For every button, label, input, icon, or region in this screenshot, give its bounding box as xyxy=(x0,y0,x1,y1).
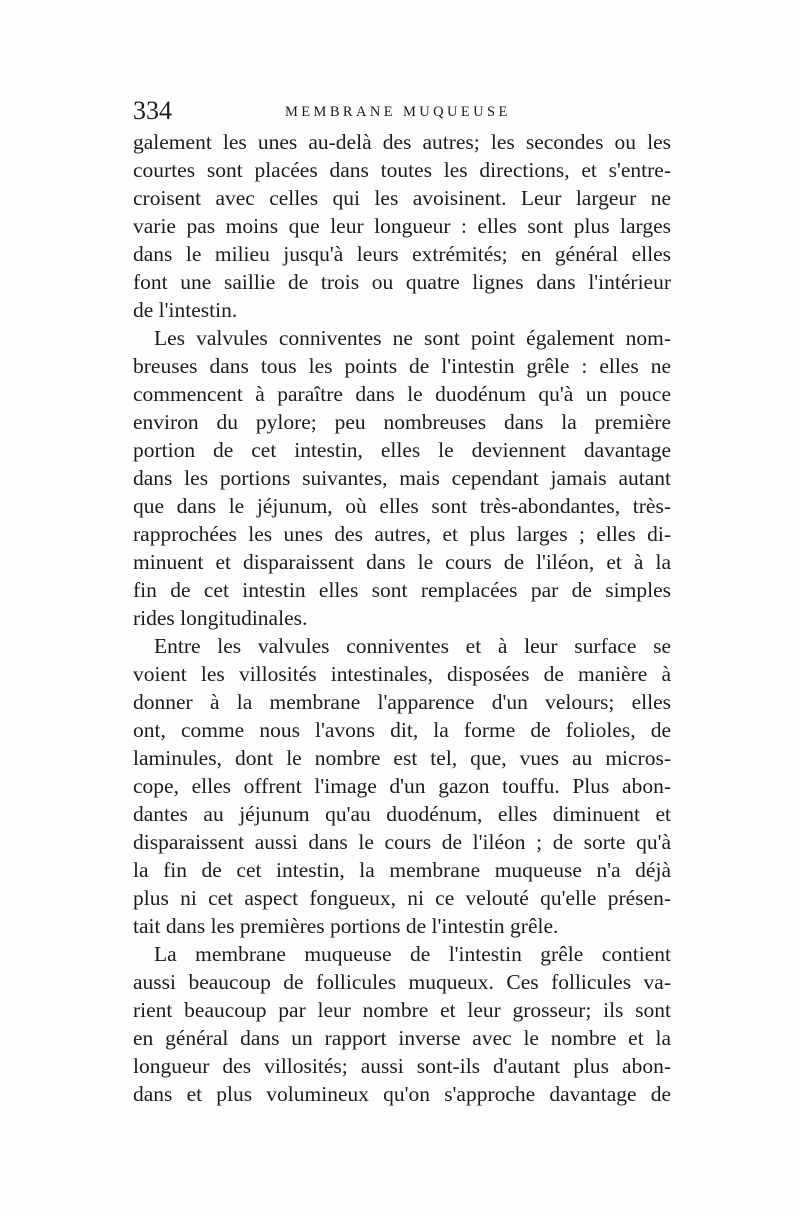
text-line: donner à la membrane l'apparence d'un velours; elles xyxy=(133,690,671,714)
text-line: de l'intestin. xyxy=(133,298,238,322)
page-header xyxy=(133,96,673,126)
text-line: laminules, dont le nombre est tel, que, vues au micros- xyxy=(133,746,671,770)
body-text xyxy=(133,128,671,1108)
text-line: tait dans les premières portions de l'intestin grêle. xyxy=(133,914,559,938)
text-line: courtes sont placées dans toutes les directions, et s'entre- xyxy=(133,158,671,182)
text-line: aussi beaucoup de follicules muqueux. Ces follicules va- xyxy=(133,970,671,994)
text-line: commencent à paraître dans le duodénum qu'à un pouce xyxy=(133,382,671,406)
text-line: galement les unes au-delà des autres; les secondes ou les xyxy=(133,130,671,154)
text-line: que dans le jéjunum, où elles sont très-abondantes, très- xyxy=(133,494,671,518)
page-number: 334 xyxy=(133,96,172,125)
text-line: minuent et disparaissent dans le cours de l'iléon, et à la xyxy=(133,550,671,574)
text-line: font une saillie de trois ou quatre lignes dans l'intérieur xyxy=(133,270,671,294)
text-line: fin de cet intestin elles sont remplacées par de simples xyxy=(133,578,671,602)
text-line: portion de cet intestin, elles le deviennent davantage xyxy=(133,438,671,462)
text-line: longueur des villosités; aussi sont-ils d'autant plus abon- xyxy=(133,1054,671,1078)
text-line: rides longitudinales. xyxy=(133,606,308,630)
text-line: rapprochées les unes des autres, et plus larges ; elles di- xyxy=(133,522,671,546)
text-line: dans et plus volumineux qu'on s'approche davantage de xyxy=(133,1082,671,1106)
text-line: plus ni cet aspect fongueux, ni ce velouté qu'elle présen- xyxy=(133,886,671,910)
text-line: croisent avec celles qui les avoisinent. Leur largeur ne xyxy=(133,186,671,210)
text-line: breuses dans tous les points de l'intestin grêle : elles ne xyxy=(133,354,671,378)
text-line: environ du pylore; peu nombreuses dans la première xyxy=(133,410,671,434)
text-line: ont, comme nous l'avons dit, la forme de folioles, de xyxy=(133,718,671,742)
text-line: disparaissent aussi dans le cours de l'iléon ; de sorte qu'à xyxy=(133,830,671,854)
paragraph-start-line: Les valvules conniventes ne sont point également nom- xyxy=(154,326,671,350)
text-line: rient beaucoup par leur nombre et leur grosseur; ils sont xyxy=(133,998,671,1022)
text-line: dans le milieu jusqu'à leurs extrémités; en général elles xyxy=(133,242,671,266)
running-head: MEMBRANE MUQUEUSE xyxy=(285,104,511,120)
text-line: cope, elles offrent l'image d'un gazon touffu. Plus abon- xyxy=(133,774,671,798)
text-line: en général dans un rapport inverse avec le nombre et la xyxy=(133,1026,671,1050)
paragraph-start-line: La membrane muqueuse de l'intestin grêle contient xyxy=(154,942,671,966)
text-line: varie pas moins que leur longueur : elles sont plus larges xyxy=(133,214,671,238)
text-line: dantes au jéjunum qu'au duodénum, elles diminuent et xyxy=(133,802,671,826)
paragraph-start-line: Entre les valvules conniventes et à leur surface se xyxy=(154,634,671,658)
text-line: voient les villosités intestinales, disposées de manière à xyxy=(133,662,671,686)
text-line: dans les portions suivantes, mais cependant jamais autant xyxy=(133,466,671,490)
text-line: la fin de cet intestin, la membrane muqueuse n'a déjà xyxy=(133,858,671,882)
